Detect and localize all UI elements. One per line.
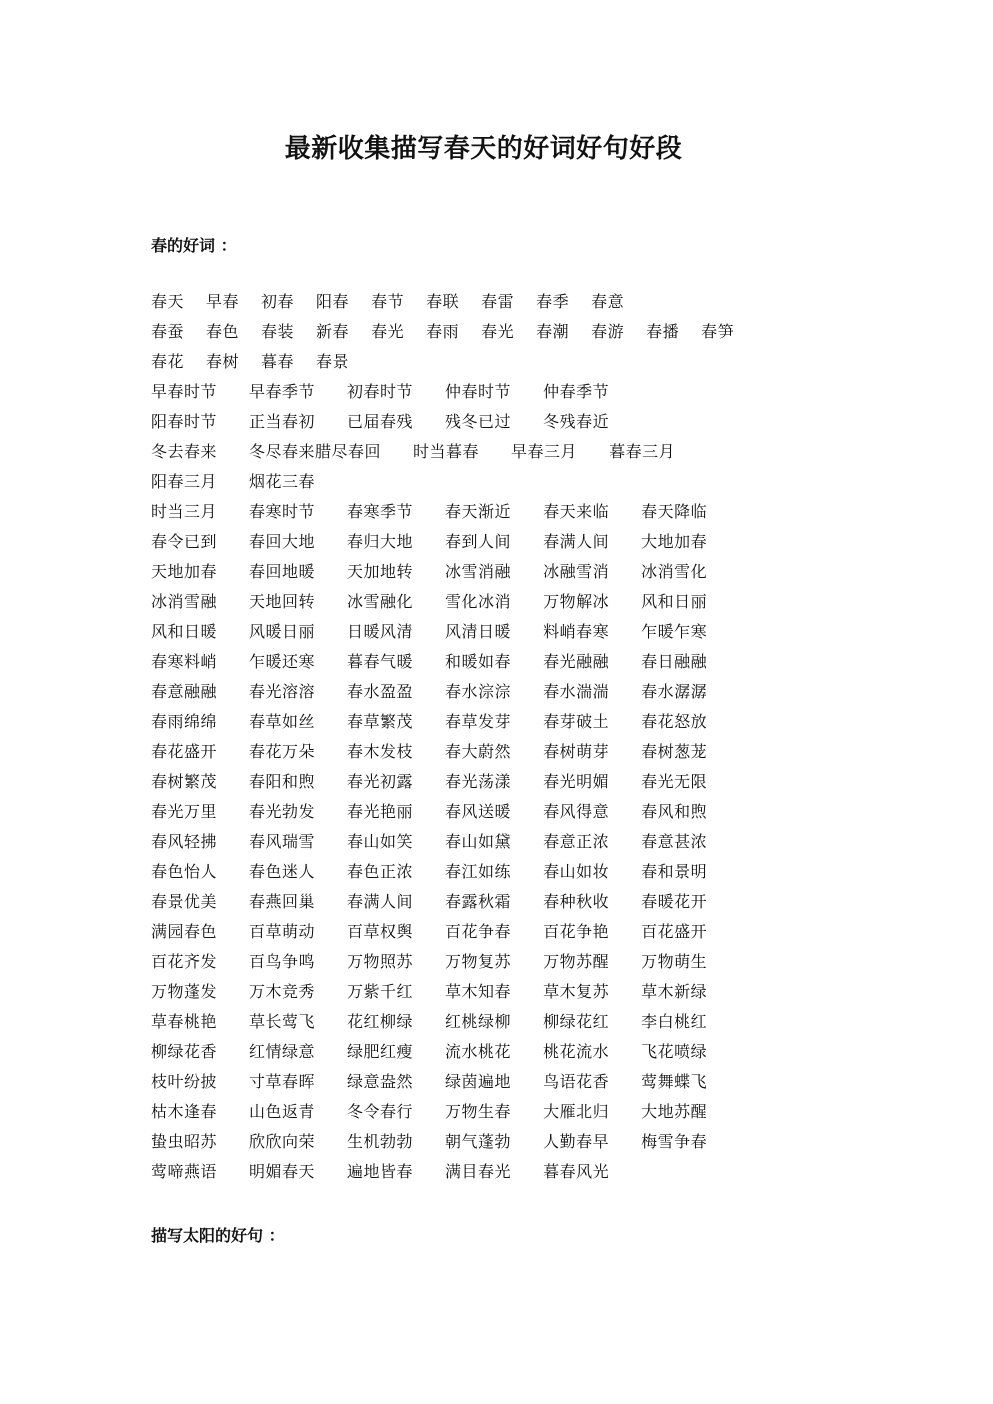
word: 春光无限 [641, 772, 708, 791]
word: 风清日暖 [445, 622, 512, 641]
word: 春光溶溶 [249, 682, 316, 701]
word-line [151, 351, 756, 381]
word: 柳绿花红 [543, 1012, 610, 1031]
word: 朝气蓬勃 [445, 1132, 512, 1151]
word: 春草发芽 [445, 712, 512, 731]
word: 阳春时节 [151, 412, 218, 431]
word: 暮春风光 [543, 1162, 610, 1181]
word: 绿茵遍地 [445, 1072, 512, 1091]
word: 万物萌生 [641, 952, 708, 971]
word: 早春 [206, 292, 240, 311]
word: 冰雪融化 [347, 592, 414, 611]
word: 春风和煦 [641, 802, 708, 821]
word: 春意融融 [151, 682, 218, 701]
word: 冬尽春来腊尽春回 [249, 442, 382, 461]
word: 百花盛开 [641, 922, 708, 941]
word: 春光 [481, 322, 515, 341]
word: 春天渐近 [445, 502, 512, 521]
word-line [151, 471, 756, 501]
word: 时当三月 [151, 502, 218, 521]
word: 春芽破土 [543, 712, 610, 731]
word: 春联 [426, 292, 460, 311]
word: 万物生春 [445, 1102, 512, 1121]
word: 春天 [151, 292, 185, 311]
word: 春光 [371, 322, 405, 341]
word: 万物苏醒 [543, 952, 610, 971]
word-line [151, 771, 756, 801]
word-line [151, 801, 756, 831]
word: 春令已到 [151, 532, 218, 551]
section-heading-sun-sentences: 描写太阳的好句 ： [151, 1226, 285, 1245]
word: 冰消雪化 [641, 562, 708, 581]
word-line [151, 1041, 756, 1071]
word: 春光明媚 [543, 772, 610, 791]
word: 春草如丝 [249, 712, 316, 731]
word: 风和日丽 [641, 592, 708, 611]
word: 百草权舆 [347, 922, 414, 941]
word: 红情绿意 [249, 1042, 316, 1061]
word: 百草萌动 [249, 922, 316, 941]
word: 春水潺潺 [641, 682, 708, 701]
word: 李白桃红 [641, 1012, 708, 1031]
word: 春季 [536, 292, 570, 311]
word: 冬残春近 [543, 412, 610, 431]
word: 流水桃花 [445, 1042, 512, 1061]
word: 天地回转 [249, 592, 316, 611]
word: 枯木逢春 [151, 1102, 218, 1121]
word: 百花争艳 [543, 922, 610, 941]
word: 仲春季节 [543, 382, 610, 401]
word: 仲春时节 [445, 382, 512, 401]
word: 春光艳丽 [347, 802, 414, 821]
word: 人勤春早 [543, 1132, 610, 1151]
word: 残冬已过 [445, 412, 512, 431]
word: 风暖日丽 [249, 622, 316, 641]
word: 春光融融 [543, 652, 610, 671]
word: 梅雪争春 [641, 1132, 708, 1151]
word: 早春时节 [151, 382, 218, 401]
word-line [151, 531, 756, 561]
word: 春花盛开 [151, 742, 218, 761]
word: 枝叶纷披 [151, 1072, 218, 1091]
word: 风和日暖 [151, 622, 218, 641]
word: 春光万里 [151, 802, 218, 821]
word: 柳绿花香 [151, 1042, 218, 1061]
word-line [151, 891, 756, 921]
word: 和暖如春 [445, 652, 512, 671]
word: 春寒季节 [347, 502, 414, 521]
word: 暮春气暖 [347, 652, 414, 671]
word: 草春桃艳 [151, 1012, 218, 1031]
word: 万木竞秀 [249, 982, 316, 1001]
word: 春光荡漾 [445, 772, 512, 791]
word: 春花怒放 [641, 712, 708, 731]
word: 时当暮春 [413, 442, 480, 461]
word: 草长莺飞 [249, 1012, 316, 1031]
word: 春色正浓 [347, 862, 414, 881]
word-line [151, 1161, 756, 1191]
word: 春节 [371, 292, 405, 311]
word: 春水湍湍 [543, 682, 610, 701]
word: 春光初露 [347, 772, 414, 791]
word: 春树葱茏 [641, 742, 708, 761]
word: 蛰虫昭苏 [151, 1132, 218, 1151]
word-line [151, 441, 756, 471]
word: 春风得意 [543, 802, 610, 821]
word: 桃花流水 [543, 1042, 610, 1061]
word: 已届春残 [347, 412, 414, 431]
word: 万物照苏 [347, 952, 414, 971]
word: 春大蔚然 [445, 742, 512, 761]
word: 莺啼燕语 [151, 1162, 218, 1181]
word-line [151, 411, 756, 441]
word-line [151, 921, 756, 951]
word-line [151, 561, 756, 591]
word-line [151, 681, 756, 711]
word: 春天来临 [543, 502, 610, 521]
word-line [151, 321, 756, 351]
word: 早春三月 [511, 442, 578, 461]
word: 暮春三月 [609, 442, 676, 461]
word: 天加地转 [347, 562, 414, 581]
word: 大地苏醒 [641, 1102, 708, 1121]
word-line [151, 1131, 756, 1161]
word: 满园春色 [151, 922, 218, 941]
word: 暮春 [261, 352, 295, 371]
document-title: 最新收集描写春天的好词好句好段 [284, 134, 683, 164]
word-line [151, 651, 756, 681]
word: 乍暖还寒 [249, 652, 316, 671]
word: 寸草春晖 [249, 1072, 316, 1091]
word: 万物复苏 [445, 952, 512, 971]
word: 春和景明 [641, 862, 708, 881]
word: 春色迷人 [249, 862, 316, 881]
word: 万物解冰 [543, 592, 610, 611]
word-line [151, 741, 756, 771]
word: 欣欣向荣 [249, 1132, 316, 1151]
word: 春意甚浓 [641, 832, 708, 851]
word: 春草繁茂 [347, 712, 414, 731]
word: 万紫千红 [347, 982, 414, 1001]
word: 冰消雪融 [151, 592, 218, 611]
word: 阳春三月 [151, 472, 218, 491]
word: 万物蓬发 [151, 982, 218, 1001]
word: 春江如练 [445, 862, 512, 881]
word: 春山如妆 [543, 862, 610, 881]
word: 春燕回巢 [249, 892, 316, 911]
word-line [151, 951, 756, 981]
word-line [151, 621, 756, 651]
word-line [151, 1011, 756, 1041]
section-heading-spring-words: 春的好词 ： [151, 236, 237, 255]
word: 生机勃勃 [347, 1132, 414, 1151]
word: 百鸟争鸣 [249, 952, 316, 971]
word: 百花齐发 [151, 952, 218, 971]
word: 春意 [591, 292, 625, 311]
word: 绿肥红瘦 [347, 1042, 414, 1061]
word: 冰融雪消 [543, 562, 610, 581]
word-line [151, 291, 756, 321]
word: 正当春初 [249, 412, 316, 431]
word-line [151, 501, 756, 531]
word: 春雨 [426, 322, 460, 341]
word: 春风轻拂 [151, 832, 218, 851]
word: 春色 [206, 322, 240, 341]
word: 春装 [261, 322, 295, 341]
word: 春景优美 [151, 892, 218, 911]
word: 日暖风清 [347, 622, 414, 641]
word: 春水盈盈 [347, 682, 414, 701]
word: 遍地皆春 [347, 1162, 414, 1181]
word: 春种秋收 [543, 892, 610, 911]
word: 春树萌芽 [543, 742, 610, 761]
word: 天地加春 [151, 562, 218, 581]
word: 春归大地 [347, 532, 414, 551]
word: 冬去春来 [151, 442, 218, 461]
word: 满目春光 [445, 1162, 512, 1181]
word: 春阳和煦 [249, 772, 316, 791]
word: 百花争春 [445, 922, 512, 941]
word: 春色怡人 [151, 862, 218, 881]
word: 春花万朵 [249, 742, 316, 761]
word: 春山如黛 [445, 832, 512, 851]
word: 莺舞蝶飞 [641, 1072, 708, 1091]
word-line [151, 591, 756, 621]
word: 春笋 [701, 322, 735, 341]
word: 初春时节 [347, 382, 414, 401]
word: 春寒时节 [249, 502, 316, 521]
word: 冬令春行 [347, 1102, 414, 1121]
word: 春光勃发 [249, 802, 316, 821]
word: 春寒料峭 [151, 652, 218, 671]
word: 春游 [591, 322, 625, 341]
word: 春景 [316, 352, 350, 371]
word: 烟花三春 [249, 472, 316, 491]
word: 春风送暖 [445, 802, 512, 821]
word: 山色返青 [249, 1102, 316, 1121]
word: 春山如笑 [347, 832, 414, 851]
word: 春暖花开 [641, 892, 708, 911]
word: 阳春 [316, 292, 350, 311]
word-line [151, 381, 756, 411]
word: 春花 [151, 352, 185, 371]
word-list [151, 291, 756, 1191]
word-line [151, 711, 756, 741]
word: 草木复苏 [543, 982, 610, 1001]
word-line [151, 861, 756, 891]
word: 花红柳绿 [347, 1012, 414, 1031]
word: 红桃绿柳 [445, 1012, 512, 1031]
word: 春日融融 [641, 652, 708, 671]
word-line [151, 831, 756, 861]
word: 雪化冰消 [445, 592, 512, 611]
word: 新春 [316, 322, 350, 341]
word: 春回地暖 [249, 562, 316, 581]
word: 春蚕 [151, 322, 185, 341]
word: 草木知春 [445, 982, 512, 1001]
word: 春雨绵绵 [151, 712, 218, 731]
word: 春满人间 [543, 532, 610, 551]
word: 春满人间 [347, 892, 414, 911]
word: 春回大地 [249, 532, 316, 551]
word: 春树繁茂 [151, 772, 218, 791]
word-line [151, 1071, 756, 1101]
word-line [151, 981, 756, 1011]
word: 绿意盎然 [347, 1072, 414, 1091]
word: 春天降临 [641, 502, 708, 521]
word: 春木发枝 [347, 742, 414, 761]
word: 冰雪消融 [445, 562, 512, 581]
word: 春到人间 [445, 532, 512, 551]
word: 春雷 [481, 292, 515, 311]
word: 明媚春天 [249, 1162, 316, 1181]
word: 鸟语花香 [543, 1072, 610, 1091]
word: 春风瑞雪 [249, 832, 316, 851]
word: 早春季节 [249, 382, 316, 401]
word-line [151, 1101, 756, 1131]
word: 料峭春寒 [543, 622, 610, 641]
word: 春意正浓 [543, 832, 610, 851]
word: 春水淙淙 [445, 682, 512, 701]
word: 初春 [261, 292, 295, 311]
word: 大雁北归 [543, 1102, 610, 1121]
word: 草木新绿 [641, 982, 708, 1001]
word: 大地加春 [641, 532, 708, 551]
word: 春潮 [536, 322, 570, 341]
word: 飞花喷绿 [641, 1042, 708, 1061]
word: 春播 [646, 322, 680, 341]
word: 春露秋霜 [445, 892, 512, 911]
word: 乍暖乍寒 [641, 622, 708, 641]
word: 春树 [206, 352, 240, 371]
